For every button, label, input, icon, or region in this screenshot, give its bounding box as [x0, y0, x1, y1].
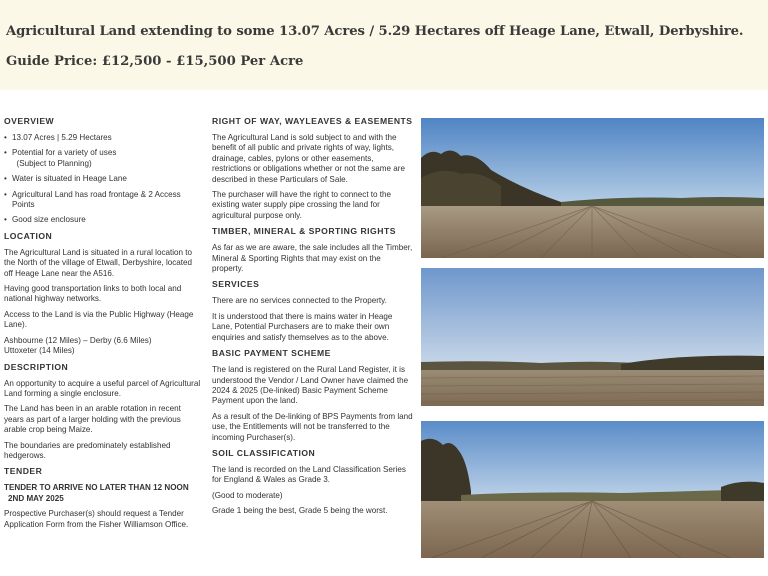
soil-heading: SOIL CLASSIFICATION — [212, 447, 316, 458]
location-text: Access to the Land is via the Public Highway (Heage Lane). — [4, 309, 194, 330]
timber-text: As far as we are aware, the sale includes all the Timber, Mineral & Sporting Rights that may exist on the property. — [212, 243, 413, 274]
services-text: It is understood that there is mains water in Heage Lane, Potential Purchasers are to make their own enquiries and satisfy themselves as to the above. — [212, 311, 393, 342]
bps-text: As a result of the De-linking of BPS Payments from land use, the Entitlements will not be transferred to the incoming Purchaser(s). — [212, 411, 413, 442]
field-photo-3-image — [421, 421, 764, 558]
location-distance: Ashbourne (12 Miles) – Derby (6.6 Miles) — [4, 335, 152, 345]
overview-item-line: Points — [12, 200, 35, 210]
middle-column — [212, 116, 414, 522]
left-column — [4, 116, 202, 535]
location-heading: LOCATION — [4, 230, 53, 241]
bps-heading: BASIC PAYMENT SCHEME — [212, 348, 331, 359]
right-of-way-text: The purchaser will have the right to connect to the existing water supply pipe crossing the land for agricultural purpose only. — [212, 190, 392, 220]
tender-heading: TENDER — [4, 466, 43, 477]
right-of-way-text: The Agricultural Land is sold subject to and with the benefit of all public and private rights of way, lights, drainage, cables, pylons or other easements, restrictions or obligations whether or not the same are described in these Particulars of Sale. — [212, 133, 405, 184]
description-heading: DESCRIPTION — [4, 361, 69, 372]
overview-item — [4, 190, 202, 211]
location-text: Having good transportation links to both local and national highway networks. — [4, 284, 182, 304]
tender-deadline: 2ND MAY 2025 — [8, 493, 64, 503]
right-of-way-heading: RIGHT OF WAY, WAYLEAVES & EASEMENTS — [212, 116, 413, 126]
overview-list — [4, 133, 202, 226]
description-text: The boundaries are predominately established hedgerows. — [4, 440, 171, 460]
services-heading: SERVICES — [212, 279, 260, 290]
field-photo-3 — [421, 421, 764, 558]
overview-item-line: (Subject to Planning) — [16, 158, 92, 168]
description-text: An opportunity to acquire a useful parcel of Agricultural Land forming a single enclosure. — [4, 378, 201, 398]
services-text: There are no services connected to the Property. — [212, 296, 387, 306]
page-header — [0, 0, 768, 90]
tender-text: Prospective Purchaser(s) should request a Tender Application Form from the Fisher Williamson Office. — [4, 509, 189, 529]
guide-price: Guide Price: £12,500 - £15,500 Per Acre — [6, 54, 304, 69]
field-photo-1-image — [421, 118, 764, 258]
overview-item: • Good size enclosure — [4, 215, 202, 225]
soil-text: Grade 1 being the best, Grade 5 being the worst. — [212, 506, 388, 516]
overview-heading: OVERVIEW — [4, 116, 55, 126]
soil-text: The land is recorded on the Land Classification Series for England & Wales as Grade 3. — [212, 464, 406, 485]
timber-heading: TIMBER, MINERAL & SPORTING RIGHTS — [212, 226, 396, 237]
overview-item: • 13.07 Acres | 5.29 Hectares — [4, 133, 202, 143]
tender-deadline: TENDER TO ARRIVE NO LATER THAN 12 NOON — [4, 483, 189, 493]
overview-item-line: Potential for a variety of uses — [12, 148, 117, 158]
field-photo-2 — [421, 268, 764, 406]
soil-text: (Good to moderate) — [212, 490, 283, 500]
page-title: Agricultural Land extending to some 13.07 Acres / 5.29 Hectares off Heage Lane, Etwall, Derbyshire. — [6, 24, 744, 39]
overview-item — [4, 148, 202, 169]
field-photo-1 — [421, 118, 764, 258]
overview-item: • Water is situated in Heage Lane — [4, 174, 202, 184]
description-text: The Land has been in an arable rotation in recent years as part of a larger holding with the previous arable crop being Maize. — [4, 404, 181, 435]
bps-text: The land is registered on the Rural Land Register, it is understood the Vendor / Land Owner have claimed the 2024 & 2025 (De-linked) Basic Payment Scheme Payment upon the land. — [212, 365, 409, 406]
location-text: The Agricultural Land is situated in a rural location to the North of the village of Etwall, Derbyshire, located off Heage Lane near the A516. — [4, 247, 193, 278]
field-photo-2-image — [421, 268, 764, 406]
location-distance: Uttoxeter (14 Miles) — [4, 346, 75, 356]
overview-item-line: Agricultural Land has road frontage & 2 Access — [12, 189, 181, 199]
